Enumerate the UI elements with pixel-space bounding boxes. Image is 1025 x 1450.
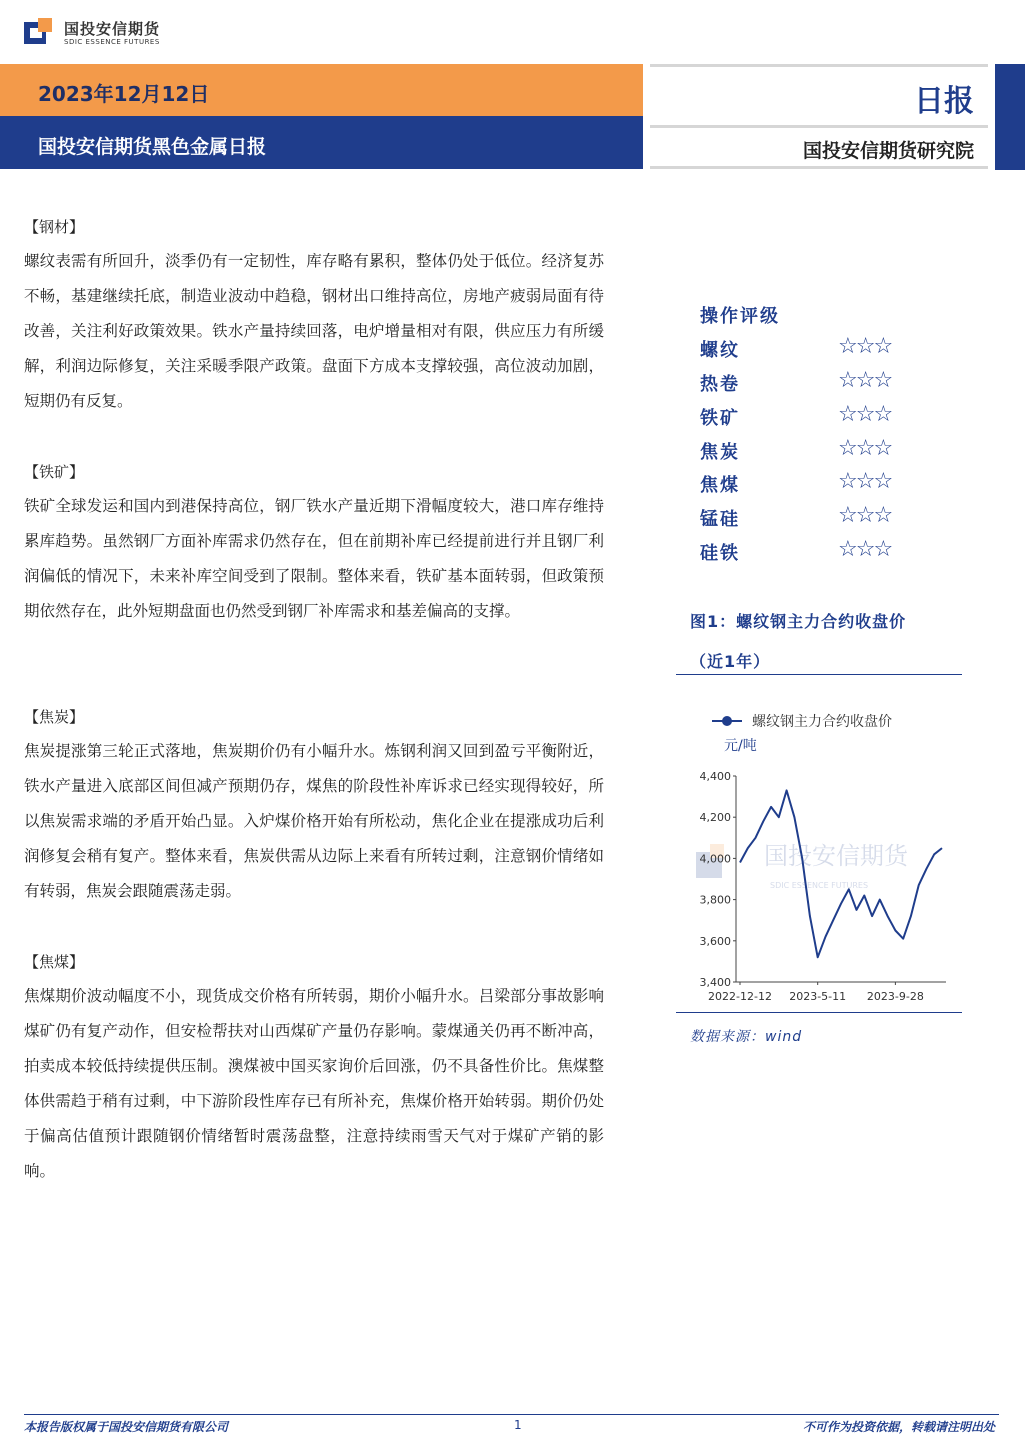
logo-name-en: SDIC ESSENCE FUTURES	[64, 38, 160, 46]
star-icon: ☆☆☆	[838, 537, 892, 562]
section-text-coking-coal: 焦煤期价波动幅度不小，现货成交价格有所转弱，期价小幅升水。吕梁部分事故影响煤矿仍有复产动作，但安检帮扶对山西煤矿产量仍存影响。蒙煤通关仍再不断冲高，拍卖成本较低持续提供压制。澳煤被中国买家询价后回涨，仍不具备性价比。焦煤整体供需趋于稍有过剩，中下游阶段性库存已有所补充，焦煤价格开始转弱。期价仍处于偏高估值预计跟随钢价情绪暂时震荡盘整，注意持续雨雪天气对于煤矿产销的影响。	[24, 987, 604, 1180]
rating-row	[700, 505, 920, 535]
footer-rule	[24, 1414, 999, 1415]
figure-caption-line2: （近1年）	[690, 652, 771, 671]
x-tick-label: 2022-12-12	[708, 990, 772, 1003]
section-heading-iron-ore: 【铁矿】	[24, 463, 85, 481]
section-text-iron-ore: 铁矿全球发运和国内到港保持高位，钢厂铁水产量近期下滑幅度较大，港口库存维持累库趋势。虽然钢厂方面补库需求仍然存在，但在前期补库已经提前进行并且钢厂利润偏低的情况下，未来补库空间受到了限制。整体来看，铁矿基本面转弱，但政策预期依然存在，此外短期盘面也仍然受到钢厂补库需求和基差偏高的支撑。	[24, 497, 604, 620]
y-tick-label: 3,400	[699, 976, 731, 989]
legend-label: 螺纹钢主力合约收盘价	[752, 714, 892, 730]
rating-name: 焦炭	[700, 442, 740, 463]
page-number: 1	[514, 1418, 522, 1432]
header-edge-bar	[995, 64, 1025, 170]
section-text-steel: 螺纹表需有所回升，淡季仍有一定韧性，库存略有累积，整体仍处于低位。经济复苏不畅，基建继续托底，制造业波动中趋稳，钢材出口维持高位，房地产疲弱局面有待改善，关注利好政策效果。铁水产量持续回落，电炉增量相对有限，供应压力有所缓解，利润边际修复，关注采暖季限产政策。盘面下方成本支撑较强，高位波动加剧，短期仍有反复。	[24, 252, 604, 410]
chart-lines	[740, 790, 942, 957]
rating-name: 螺纹	[700, 340, 740, 361]
figure-rule	[676, 1012, 962, 1013]
rating-title: 操作评级	[700, 306, 780, 327]
divider	[650, 125, 988, 128]
rating-row	[700, 471, 920, 501]
figure-caption	[690, 602, 960, 682]
company-logo	[24, 14, 224, 54]
y-tick-label: 3,600	[699, 934, 731, 948]
y-tick-label: 4,200	[699, 811, 731, 825]
x-tick-label: 2023-9-28	[866, 990, 924, 1003]
footer-disclaimer: 不可作为投资依据，转载请注明出处	[802, 1420, 995, 1434]
y-tick-label: 4,000	[699, 852, 731, 866]
rating-row	[700, 404, 920, 434]
star-icon: ☆☆☆	[838, 334, 892, 359]
star-icon: ☆☆☆	[838, 503, 892, 528]
section-heading-steel: 【钢材】	[24, 218, 85, 236]
rating-row	[700, 336, 920, 366]
x-tick-label: 2023-5-11	[789, 990, 847, 1003]
divider	[650, 166, 988, 169]
rating-name: 热卷	[700, 374, 740, 395]
series-line	[740, 790, 942, 957]
rating-row	[700, 438, 920, 468]
header-right-block	[650, 64, 988, 170]
rating-row	[700, 370, 920, 400]
divider	[650, 64, 988, 67]
report-date: 2023年12月12日	[38, 82, 210, 106]
chart-svg	[690, 700, 960, 1010]
section-text-coke: 焦炭提涨第三轮正式落地，焦炭期价仍有小幅升水。炼钢利润又回到盈亏平衡附近，铁水产量进入底部区间但减产预期仍存，煤焦的阶段性补库诉求已经实现得较好，所以焦炭需求端的矛盾开始凸显。入炉煤价格开始有所松动，焦化企业在提涨成功后利润修复会稍有复产。整体来看，焦炭供需从边际上来看有所转过剩，注意钢价情绪如有转弱，焦炭会跟随震荡走弱。	[24, 742, 604, 900]
star-icon: ☆☆☆	[838, 436, 892, 461]
star-icon: ☆☆☆	[838, 402, 892, 427]
price-chart	[690, 700, 960, 1010]
institute-name: 国投安信期货研究院	[802, 140, 974, 162]
footer-copyright: 本报告版权属于国投安信期货有限公司	[24, 1420, 229, 1434]
watermark-text-en: SDIC ESSENCE FUTURES	[770, 881, 869, 890]
rating-row	[700, 539, 920, 569]
report-title: 国投安信期货黑色金属日报	[38, 136, 267, 158]
rating-name: 硅铁	[700, 543, 740, 564]
data-source: 数据来源：wind	[690, 1029, 803, 1045]
star-icon: ☆☆☆	[838, 469, 892, 494]
section-heading-coking-coal: 【焦煤】	[24, 953, 85, 971]
watermark-text: 国投安信期货	[764, 842, 908, 870]
section-heading-coke: 【焦炭】	[24, 708, 85, 726]
star-icon: ☆☆☆	[838, 368, 892, 393]
y-tick-label: 4,400	[699, 770, 731, 783]
figure-caption-line1: 图1：螺纹钢主力合约收盘价	[690, 612, 907, 631]
chart-legend	[712, 713, 892, 730]
rating-name: 焦煤	[700, 475, 740, 496]
daily-label: 日报	[914, 84, 974, 119]
rating-name: 铁矿	[700, 408, 740, 429]
legend-marker	[722, 716, 732, 726]
logo-icon	[24, 18, 54, 48]
figure-rule	[676, 674, 962, 675]
y-tick-label: 3,800	[699, 893, 731, 907]
logo-name: 国投安信期货	[64, 20, 161, 38]
rating-name: 锰硅	[700, 509, 740, 530]
y-axis-unit: 元/吨	[724, 738, 757, 754]
